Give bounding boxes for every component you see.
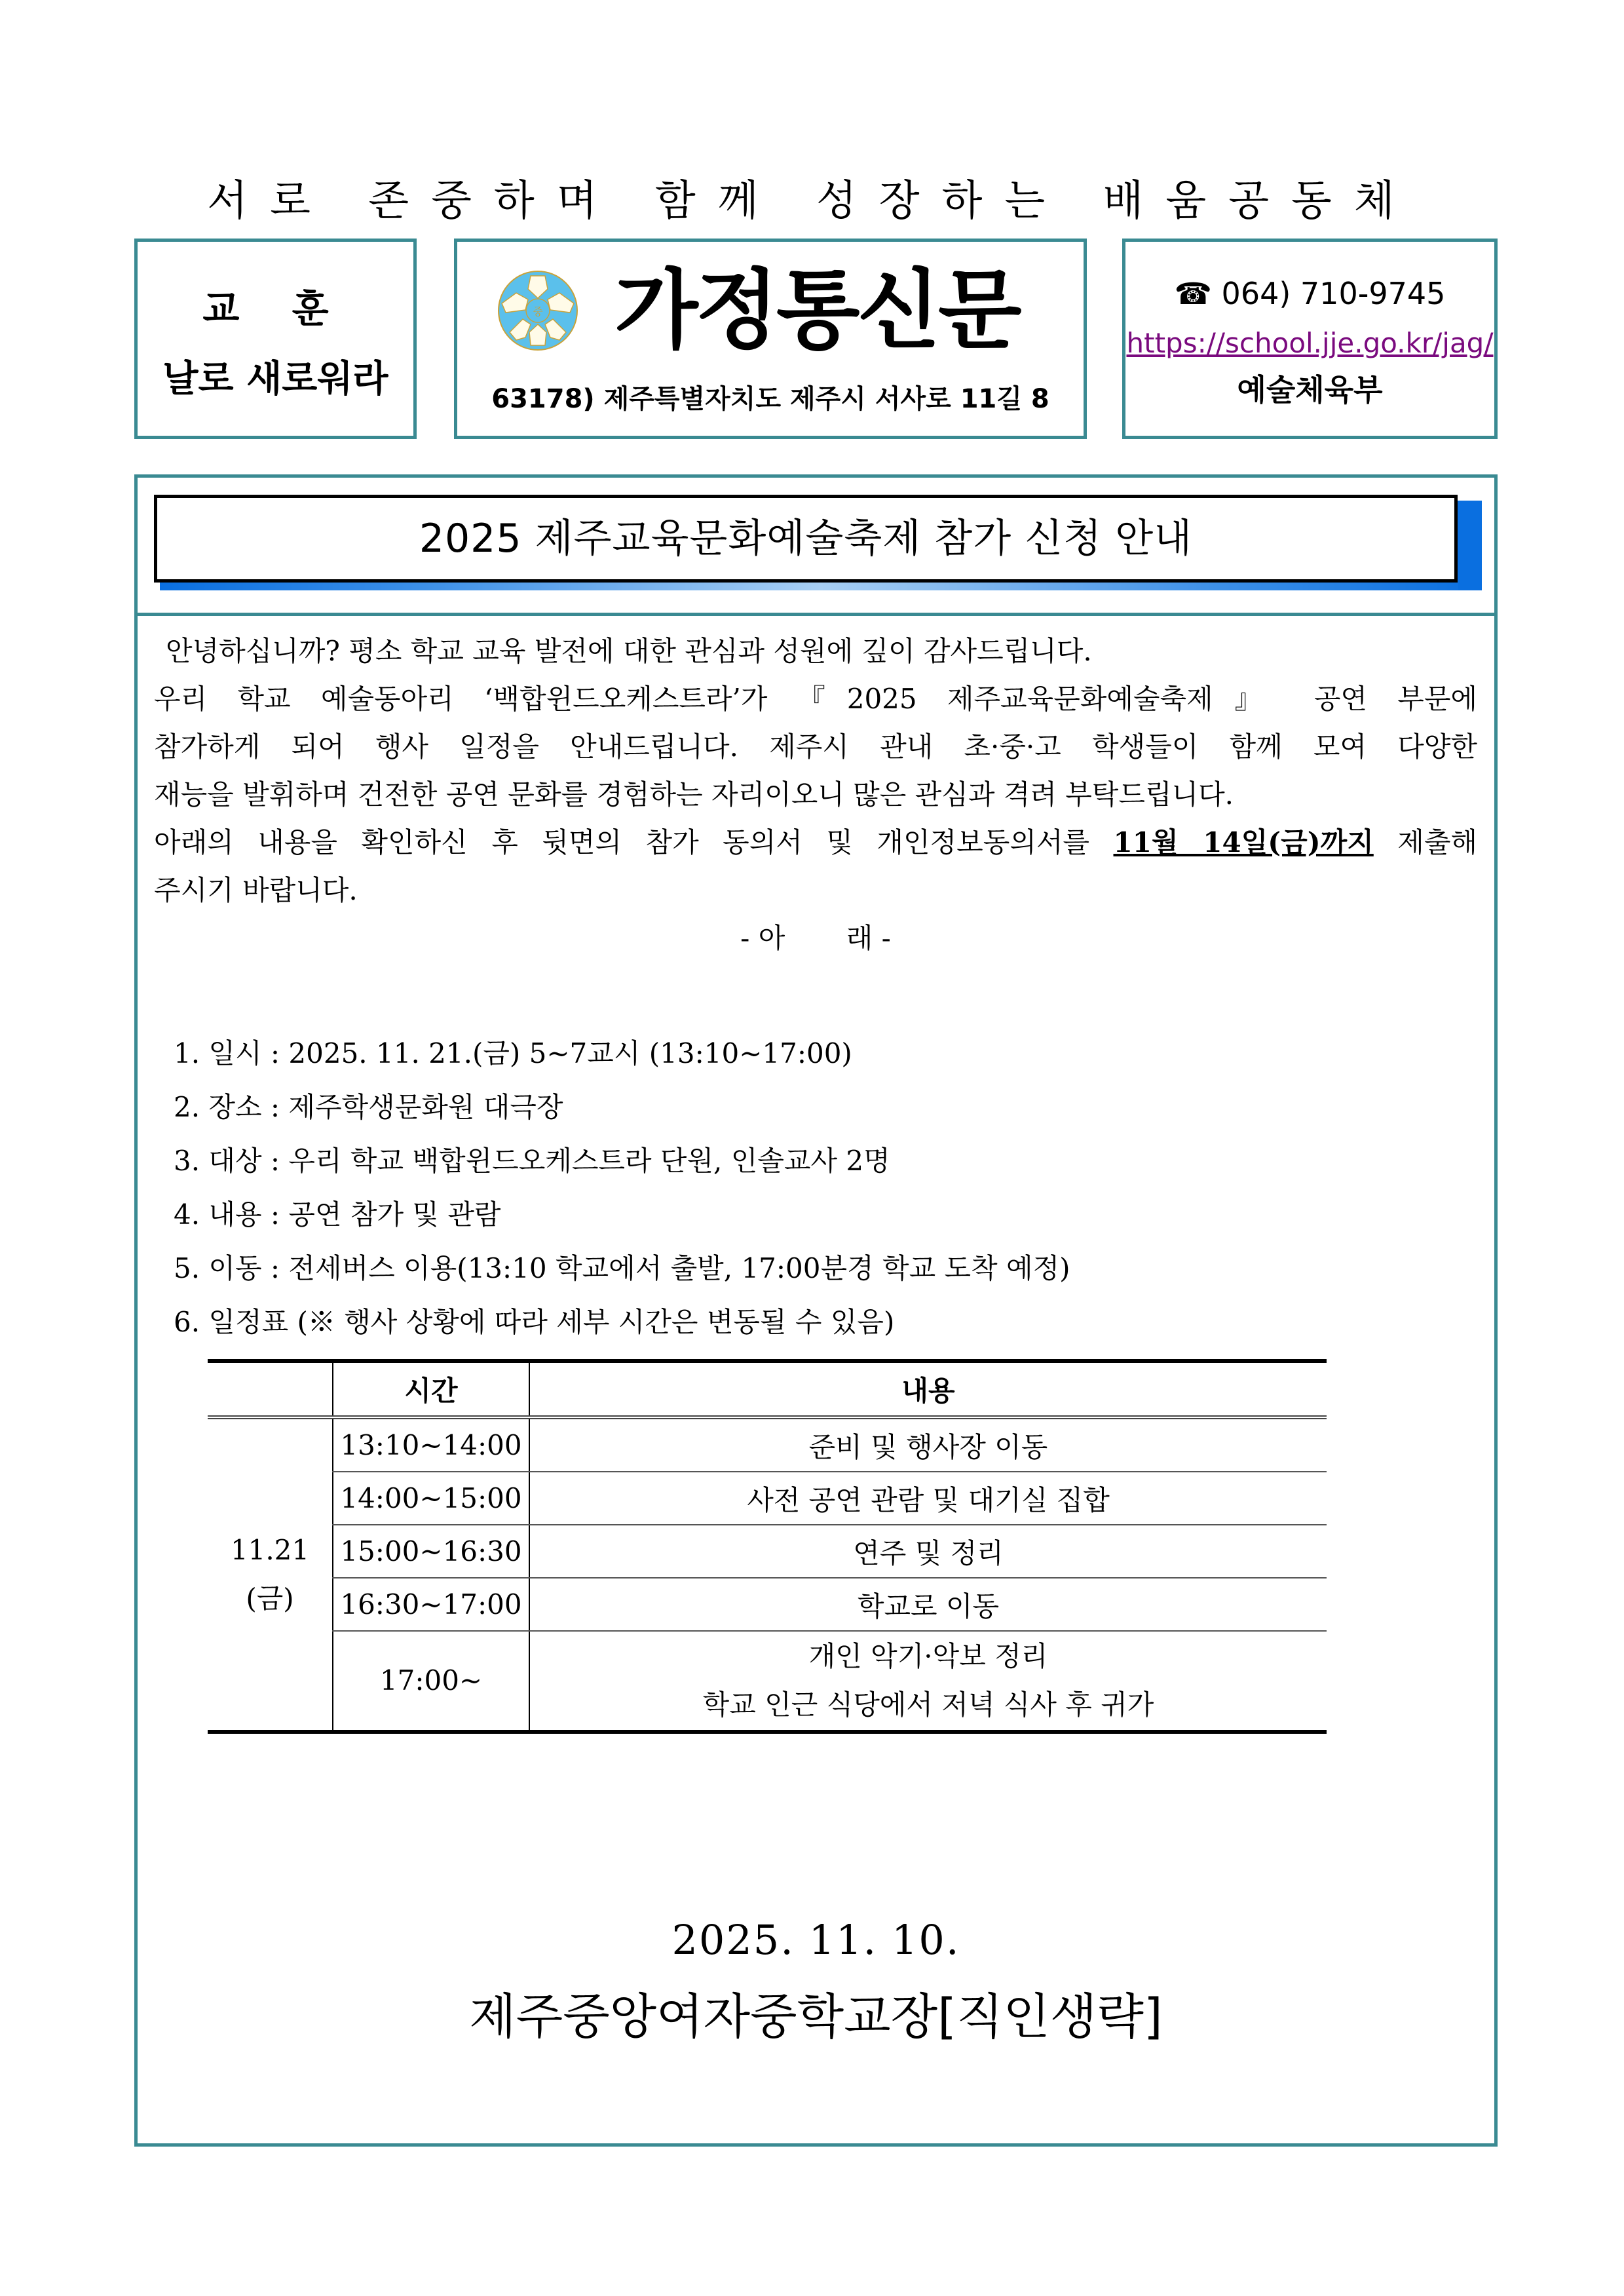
table-row [208, 1631, 1327, 1732]
paragraph-greeting: 안녕하십니까? 평소 학교 교육 발전에 대한 관심과 성원에 깊이 감사드립니다. [166, 635, 1092, 667]
time-cell: 14:00~15:00 [333, 1472, 529, 1525]
list-item: 4. 내용 : 공연 참가 및 관람 [174, 1198, 501, 1231]
time-cell: 17:00~ [333, 1631, 529, 1732]
document-date: 2025. 11. 10. [671, 1916, 960, 1964]
document-body-frame [134, 474, 1498, 2147]
department-name: 예술체육부 [1237, 372, 1383, 408]
list-item: 2. 장소 : 제주학생문화원 대극장 [174, 1091, 563, 1123]
phone-number: 064) 710-9745 [1221, 276, 1446, 311]
time-cell: 16:30~17:00 [333, 1578, 529, 1631]
header-time: 시간 [333, 1361, 529, 1417]
content-cell: 연주 및 정리 [529, 1525, 1327, 1578]
body-text [154, 627, 1477, 962]
submission-text-end: 제출해 [1373, 826, 1477, 858]
school-motto-banner: 서로 존중하며 함께 성장하는 배움공동체 [207, 177, 1417, 225]
content-cell: 학교로 이동 [529, 1578, 1327, 1631]
table-row [208, 1472, 1327, 1525]
date-value: 11.21 [230, 1534, 310, 1566]
motto-label: 교 훈 [202, 286, 349, 331]
header-date [208, 1361, 333, 1417]
table-row [208, 1417, 1327, 1472]
newsletter-title: 가정통신문 [614, 260, 1019, 361]
submission-deadline: 11월 14일(금)까지 [1113, 826, 1374, 858]
principal-signature: 제주중앙여자중학교장[직인생략] [469, 1989, 1163, 2045]
time-cell: 13:10~14:00 [333, 1417, 529, 1472]
school-website-link[interactable]: https://school.jje.go.kr/jag/ [1126, 327, 1494, 359]
list-item: 1. 일시 : 2025. 11. 21.(금) 5~7교시 (13:10~17:00) [174, 1037, 852, 1069]
section-separator: - 아 래 - [740, 922, 891, 954]
motto-text: 날로 새로워라 [162, 358, 388, 400]
newsletter-header-box [454, 239, 1087, 439]
content-cell: 사전 공연 관람 및 대기실 집합 [529, 1472, 1327, 1525]
school-motto-box [134, 239, 417, 439]
document-title: 2025 제주교육문화예술축제 참가 신청 안내 [154, 495, 1458, 583]
paragraph-line: 참가하게 되어 행사 일정을 안내드립니다. 제주시 관내 초·중·고 학생들이 함께 모여 다양한 [154, 731, 1477, 763]
table-header-row [208, 1361, 1327, 1417]
schedule-date [208, 1417, 333, 1732]
table-row [208, 1578, 1327, 1631]
title-divider [138, 613, 1494, 616]
paragraph-line: 재능을 발휘하며 건전한 공연 문화를 경험하는 자리이오니 많은 관심과 격려 부탁드립니다. [154, 778, 1234, 811]
paragraph-line: 주시기 바랍니다. [154, 874, 358, 906]
list-item: 6. 일정표 (※ 행사 상황에 따라 세부 시간은 변동될 수 있음) [174, 1306, 895, 1338]
weekday-value: (금) [246, 1582, 294, 1615]
submission-text: 아래의 내용을 확인하신 후 뒷면의 참가 동의서 및 개인정보동의서를 [154, 826, 1114, 858]
contact-box [1122, 239, 1498, 439]
list-item: 3. 대상 : 우리 학교 백합윈드오케스트라 단원, 인솔교사 2명 [174, 1145, 890, 1177]
phone-icon: ☎ [1174, 276, 1212, 311]
table-row [208, 1525, 1327, 1578]
content-line: 개인 악기·악보 정리 [808, 1640, 1048, 1672]
school-emblem-icon [497, 269, 579, 352]
phone-line [1125, 276, 1494, 311]
content-line: 학교 인근 식당에서 저녁 식사 후 귀가 [702, 1689, 1154, 1721]
school-address: 63178) 제주특별자치도 제주시 서사로 11길 8 [491, 384, 1049, 414]
content-cell [529, 1631, 1327, 1732]
list-item: 5. 이동 : 전세버스 이용(13:10 학교에서 출발, 17:00분경 학교 도착 예정) [174, 1252, 1070, 1284]
content-cell: 준비 및 행사장 이동 [529, 1417, 1327, 1472]
svg-text:중: 중 [533, 305, 543, 318]
paragraph-submission [154, 818, 1477, 866]
time-cell: 15:00~16:30 [333, 1525, 529, 1578]
paragraph-line: 우리 학교 예술동아리 ‘백합윈드오케스트라’가 『2025 제주교육문화예술축제』 공연 부문에 [154, 683, 1477, 715]
details-list [174, 1027, 1070, 1349]
schedule-table [208, 1359, 1327, 1734]
header-content: 내용 [529, 1361, 1327, 1417]
title-shadow-edge [1458, 501, 1482, 590]
